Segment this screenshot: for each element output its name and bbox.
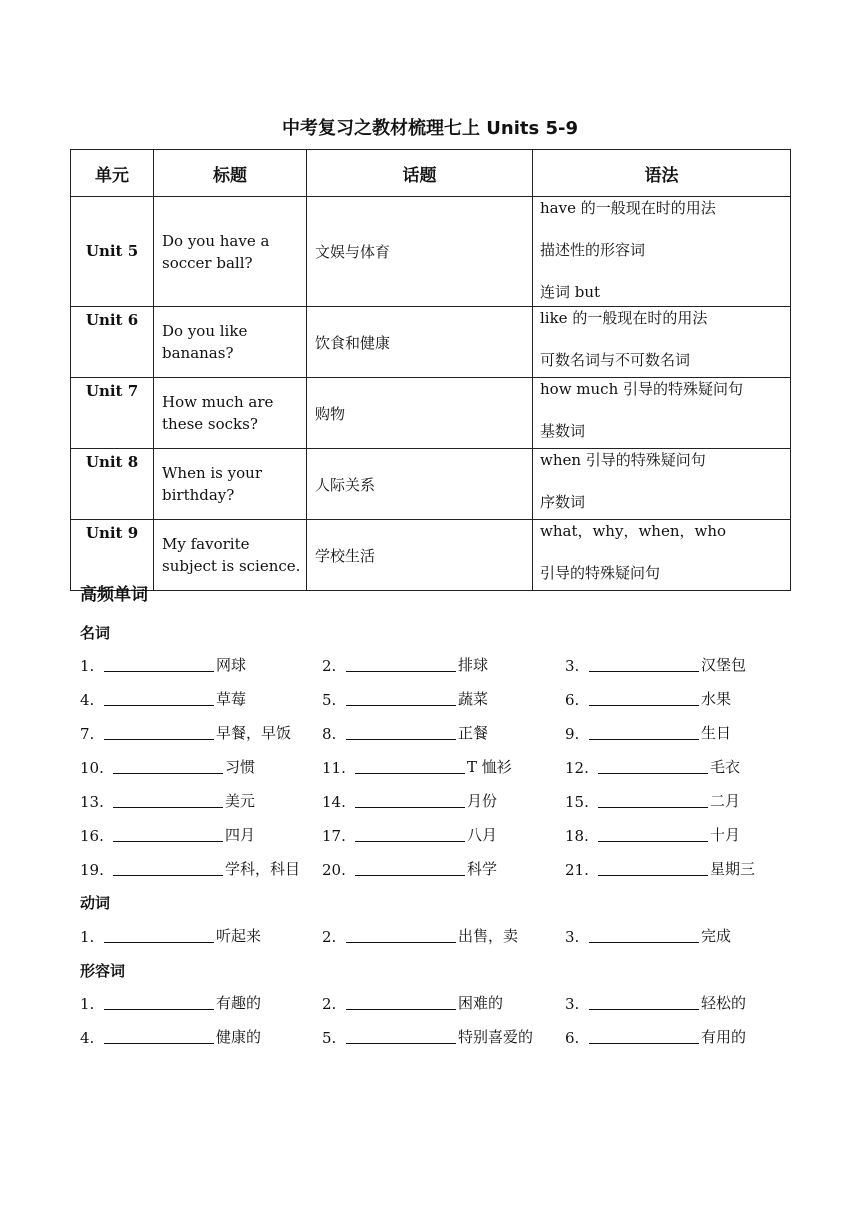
- item-number: 1.: [80, 657, 95, 675]
- vocab-item: [80, 992, 261, 1013]
- table-row: [71, 307, 791, 378]
- item-number: 8.: [322, 725, 337, 743]
- item-meaning: 草莓: [216, 690, 247, 708]
- vocab-item: [565, 756, 740, 777]
- vocab-item: [565, 688, 731, 709]
- grammar-point: 可数名词与不可数名词: [540, 351, 691, 369]
- grammar-point: have 的一般现在时的用法: [540, 199, 716, 217]
- vocab-item: [80, 790, 255, 811]
- vocab-item: [80, 858, 300, 879]
- header-title: 标题: [154, 150, 307, 197]
- verbs-heading: 动词: [80, 894, 111, 912]
- item-number: 9.: [565, 725, 580, 743]
- item-meaning: 八月: [467, 826, 498, 844]
- item-number: 4.: [80, 691, 95, 709]
- item-number: 1.: [80, 995, 95, 1013]
- item-number: 15.: [565, 793, 589, 811]
- answer-blank[interactable]: [104, 927, 214, 943]
- nouns-heading: 名词: [80, 624, 111, 642]
- vocab-item: [80, 688, 246, 709]
- item-meaning: 网球: [216, 656, 247, 674]
- vocab-item: [80, 756, 255, 777]
- grammar-cell: [533, 197, 791, 307]
- item-number: 4.: [80, 1029, 95, 1047]
- topic-cell: 饮食和健康: [307, 307, 533, 378]
- unit-cell: Unit 7: [71, 378, 154, 449]
- vocab-item: [565, 722, 731, 743]
- topic-cell: 人际关系: [307, 449, 533, 520]
- item-meaning: 四月: [225, 826, 256, 844]
- item-meaning: 有用的: [701, 1028, 747, 1046]
- answer-blank[interactable]: [589, 927, 699, 943]
- unit-cell: Unit 8: [71, 449, 154, 520]
- vocab-item: [80, 654, 246, 675]
- answer-blank[interactable]: [104, 656, 214, 672]
- grammar-point: 基数词: [540, 422, 586, 440]
- grammar-point: 描述性的形容词: [540, 241, 646, 259]
- vocab-item: [565, 992, 746, 1013]
- grammar-cell: [533, 378, 791, 449]
- answer-blank[interactable]: [104, 994, 214, 1010]
- answer-blank[interactable]: [346, 1028, 456, 1044]
- header-unit: 单元: [71, 150, 154, 197]
- item-number: 3.: [565, 995, 580, 1013]
- table-row: [71, 378, 791, 449]
- vocab-item: [322, 688, 488, 709]
- vocab-item: [565, 790, 740, 811]
- item-meaning: 困难的: [458, 994, 504, 1012]
- topic-cell: 购物: [307, 378, 533, 449]
- vocab-item: [80, 722, 291, 743]
- item-meaning: 毛衣: [710, 758, 741, 776]
- item-number: 18.: [565, 827, 589, 845]
- answer-blank[interactable]: [355, 826, 465, 842]
- units-table: [70, 149, 791, 591]
- vocab-heading: 高频单词: [80, 585, 148, 605]
- answer-blank[interactable]: [346, 690, 456, 706]
- vocab-item: [322, 790, 497, 811]
- item-meaning: 星期三: [710, 860, 756, 878]
- table-row: [71, 520, 791, 591]
- item-number: 6.: [565, 1029, 580, 1047]
- answer-blank[interactable]: [598, 792, 708, 808]
- grammar-point: 序数词: [540, 493, 586, 511]
- answer-blank[interactable]: [589, 994, 699, 1010]
- header-topic: 话题: [307, 150, 533, 197]
- answer-blank[interactable]: [355, 758, 465, 774]
- grammar-point: what，why，when，who: [540, 522, 727, 540]
- item-meaning: 特别喜爱的: [458, 1028, 534, 1046]
- grammar-cell: [533, 307, 791, 378]
- answer-blank[interactable]: [589, 724, 699, 740]
- item-meaning: 学科，科目: [225, 860, 301, 878]
- topic-cell: 学校生活: [307, 520, 533, 591]
- vocab-item: [322, 722, 488, 743]
- item-meaning: 二月: [710, 792, 741, 810]
- answer-blank[interactable]: [598, 758, 708, 774]
- vocab-item: [322, 858, 497, 879]
- vocab-item: [322, 756, 512, 777]
- item-number: 21.: [565, 861, 589, 879]
- answer-blank[interactable]: [598, 860, 708, 876]
- item-number: 12.: [565, 759, 589, 777]
- table-header-row: [71, 150, 791, 197]
- item-meaning: 汉堡包: [701, 656, 747, 674]
- item-meaning: 美元: [225, 792, 256, 810]
- item-meaning: 水果: [701, 690, 732, 708]
- answer-blank[interactable]: [355, 860, 465, 876]
- item-number: 17.: [322, 827, 346, 845]
- adjectives-heading: 形容词: [80, 962, 126, 980]
- item-meaning: 听起来: [216, 927, 262, 945]
- answer-blank[interactable]: [355, 792, 465, 808]
- item-meaning: 轻松的: [701, 994, 747, 1012]
- item-meaning: 排球: [458, 656, 489, 674]
- unit-title-cell: Do you have a soccer ball?: [154, 197, 307, 307]
- item-number: 5.: [322, 1029, 337, 1047]
- item-number: 14.: [322, 793, 346, 811]
- vocab-item: [322, 1026, 533, 1047]
- unit-title-cell: Do you like bananas?: [154, 307, 307, 378]
- answer-blank[interactable]: [113, 860, 223, 876]
- item-number: 5.: [322, 691, 337, 709]
- grammar-point: how much 引导的特殊疑问句: [540, 380, 744, 398]
- item-meaning: 科学: [467, 860, 498, 878]
- vocab-item: [80, 1026, 261, 1047]
- item-meaning: 有趣的: [216, 994, 262, 1012]
- item-number: 10.: [80, 759, 104, 777]
- table-row: [71, 449, 791, 520]
- unit-cell: Unit 6: [71, 307, 154, 378]
- grammar-point: when 引导的特殊疑问句: [540, 451, 706, 469]
- item-meaning: 习惯: [225, 758, 256, 776]
- answer-blank[interactable]: [346, 724, 456, 740]
- answer-blank[interactable]: [589, 1028, 699, 1044]
- item-meaning: 健康的: [216, 1028, 262, 1046]
- table-row: [71, 197, 791, 307]
- grammar-point: like 的一般现在时的用法: [540, 309, 708, 327]
- unit-title-cell: When is your birthday?: [154, 449, 307, 520]
- vocab-item: [322, 654, 488, 675]
- grammar-cell: [533, 449, 791, 520]
- item-number: 11.: [322, 759, 346, 777]
- vocab-item: [565, 1026, 746, 1047]
- item-meaning: 完成: [701, 927, 732, 945]
- item-meaning: T 恤衫: [467, 758, 512, 776]
- vocab-item: [80, 925, 261, 946]
- item-number: 2.: [322, 928, 337, 946]
- item-number: 3.: [565, 657, 580, 675]
- vocab-item: [322, 824, 497, 845]
- answer-blank[interactable]: [346, 656, 456, 672]
- grammar-point: 连词 but: [540, 283, 601, 301]
- answer-blank[interactable]: [113, 826, 223, 842]
- unit-title-cell: My favorite subject is science.: [154, 520, 307, 591]
- item-number: 19.: [80, 861, 104, 879]
- unit-title-cell: How much are these socks?: [154, 378, 307, 449]
- vocab-item: [322, 992, 503, 1013]
- answer-blank[interactable]: [104, 690, 214, 706]
- answer-blank[interactable]: [104, 724, 214, 740]
- item-number: 3.: [565, 928, 580, 946]
- vocab-item: [565, 654, 746, 675]
- grammar-cell: [533, 520, 791, 591]
- page-title: 中考复习之教材梳理七上 Units 5-9: [282, 118, 578, 139]
- item-number: 6.: [565, 691, 580, 709]
- item-number: 16.: [80, 827, 104, 845]
- item-number: 2.: [322, 995, 337, 1013]
- answer-blank[interactable]: [346, 927, 456, 943]
- item-meaning: 早餐，早饭: [216, 724, 292, 742]
- item-number: 20.: [322, 861, 346, 879]
- answer-blank[interactable]: [598, 826, 708, 842]
- item-meaning: 十月: [710, 826, 741, 844]
- item-meaning: 蔬菜: [458, 690, 489, 708]
- item-number: 1.: [80, 928, 95, 946]
- topic-cell: 文娱与体育: [307, 197, 533, 307]
- answer-blank[interactable]: [104, 1028, 214, 1044]
- grammar-point: 引导的特殊疑问句: [540, 564, 661, 582]
- header-grammar: 语法: [533, 150, 791, 197]
- answer-blank[interactable]: [113, 792, 223, 808]
- unit-cell: Unit 5: [71, 197, 154, 307]
- answer-blank[interactable]: [589, 690, 699, 706]
- item-number: 2.: [322, 657, 337, 675]
- item-number: 7.: [80, 725, 95, 743]
- item-meaning: 月份: [467, 792, 498, 810]
- answer-blank[interactable]: [589, 656, 699, 672]
- vocab-item: [80, 824, 255, 845]
- vocab-item: [565, 824, 740, 845]
- item-meaning: 出售，卖: [458, 927, 519, 945]
- item-meaning: 生日: [701, 724, 732, 742]
- vocab-item: [565, 858, 755, 879]
- answer-blank[interactable]: [346, 994, 456, 1010]
- vocab-item: [565, 925, 731, 946]
- answer-blank[interactable]: [113, 758, 223, 774]
- item-number: 13.: [80, 793, 104, 811]
- vocab-item: [322, 925, 518, 946]
- unit-cell: Unit 9: [71, 520, 154, 591]
- item-meaning: 正餐: [458, 724, 489, 742]
